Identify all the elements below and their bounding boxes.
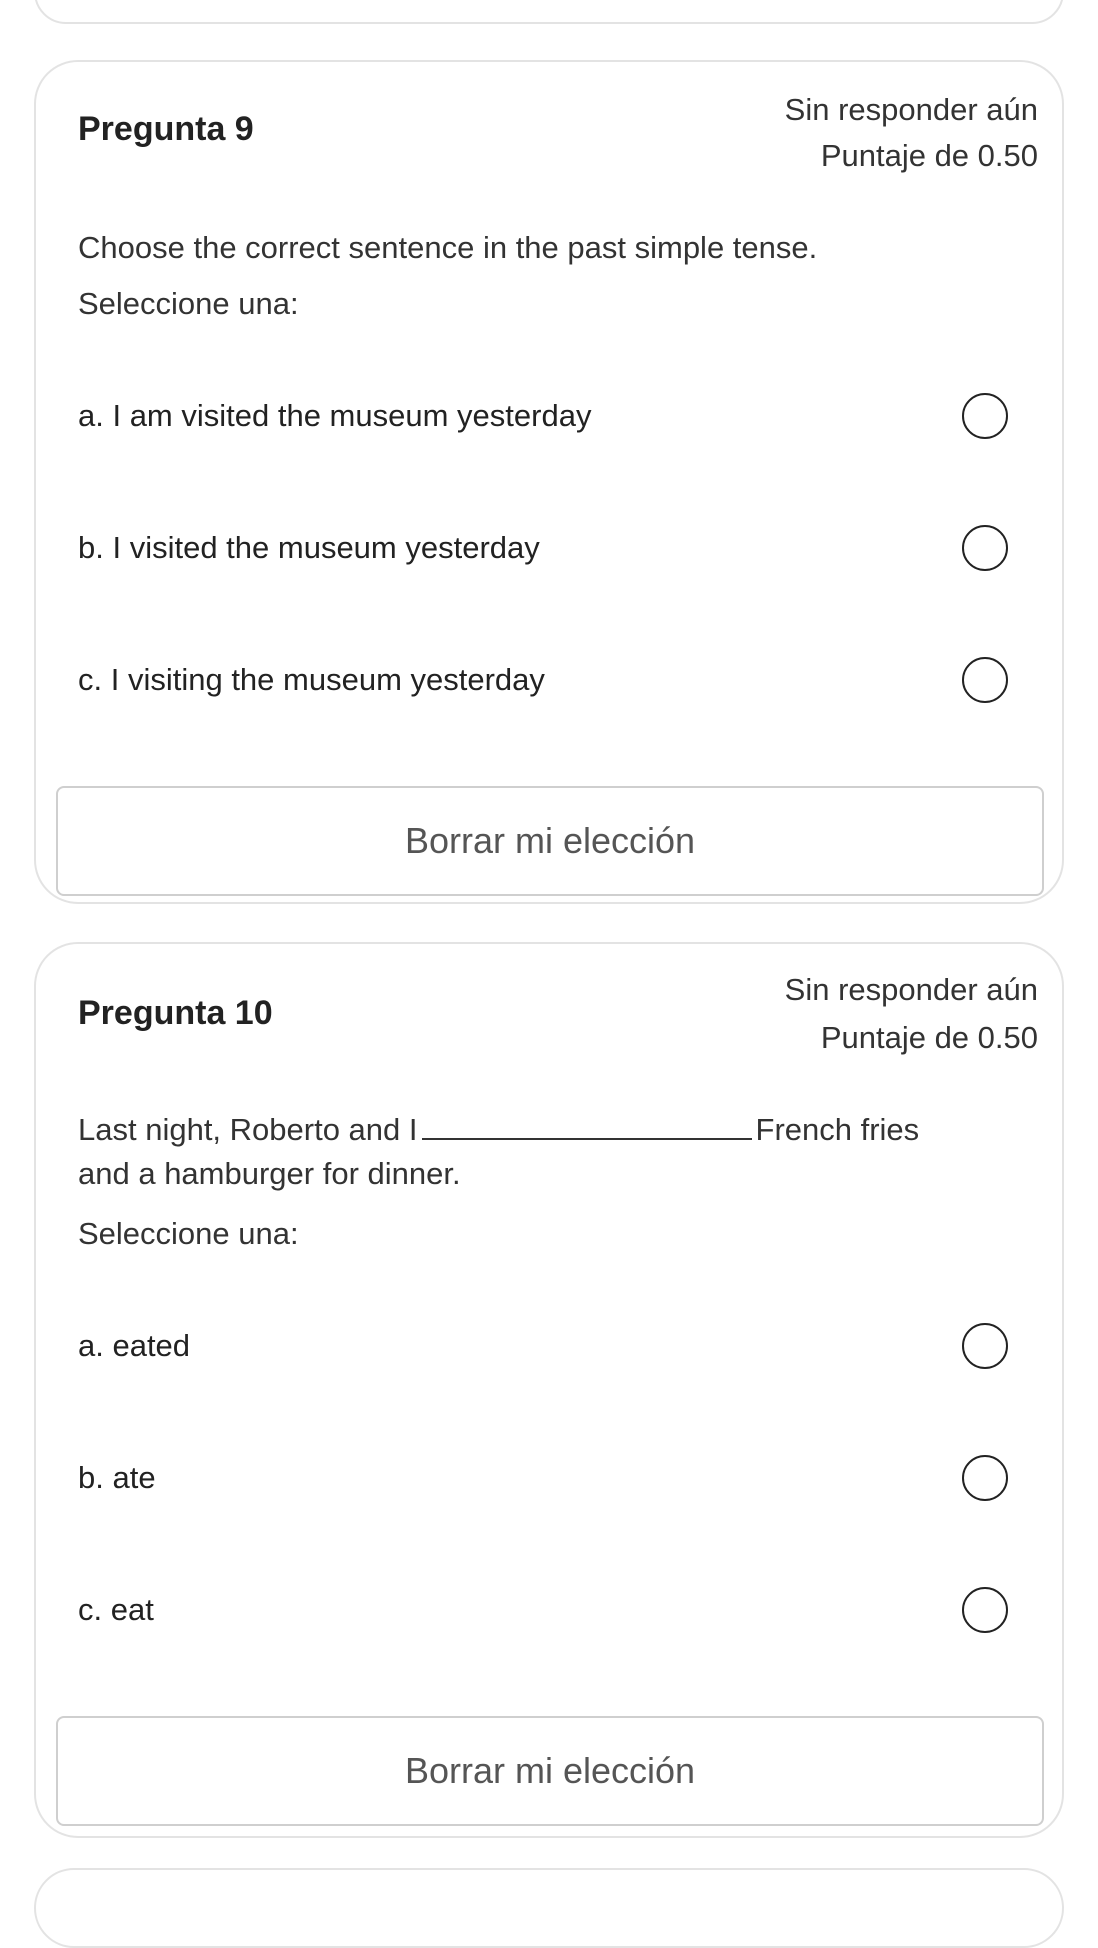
answer-option-c[interactable] xyxy=(78,650,1008,710)
question-title: Pregunta 10 xyxy=(78,994,273,1032)
question-card-10 xyxy=(34,942,1064,1838)
question-text-before: Last night, Roberto and I xyxy=(78,1112,418,1147)
answer-option-a[interactable] xyxy=(78,1316,1008,1376)
option-label: b. ate xyxy=(78,1460,156,1495)
question-status: Sin responder aún xyxy=(784,92,1038,127)
select-one-prompt: Seleccione una: xyxy=(78,1216,299,1251)
question-score: Puntaje de 0.50 xyxy=(820,1020,1038,1055)
question-text-after: French fries and a hamburger for dinner. xyxy=(78,1112,920,1191)
clear-choice-button[interactable]: Borrar mi elección xyxy=(56,786,1044,896)
radio-button[interactable] xyxy=(962,525,1008,571)
option-label: a. I am visited the museum yesterday xyxy=(78,398,592,433)
select-one-prompt: Seleccione una: xyxy=(78,286,299,321)
question-card-9 xyxy=(34,60,1064,904)
answer-option-c[interactable] xyxy=(78,1580,1008,1640)
question-score: Puntaje de 0.50 xyxy=(820,138,1038,173)
radio-button[interactable] xyxy=(962,1455,1008,1501)
question-text xyxy=(78,1108,958,1196)
fill-in-blank xyxy=(422,1108,752,1140)
question-status: Sin responder aún xyxy=(784,972,1038,1007)
option-label: c. eat xyxy=(78,1592,154,1627)
option-label: c. I visiting the museum yesterday xyxy=(78,662,545,697)
question-title: Pregunta 9 xyxy=(78,110,254,148)
option-label: b. I visited the museum yesterday xyxy=(78,530,540,565)
radio-button[interactable] xyxy=(962,1323,1008,1369)
radio-button[interactable] xyxy=(962,657,1008,703)
radio-button[interactable] xyxy=(962,393,1008,439)
previous-question-card-edge xyxy=(34,0,1064,24)
question-text: Choose the correct sentence in the past simple tense. xyxy=(78,230,818,265)
answer-option-b[interactable] xyxy=(78,1448,1008,1508)
answer-option-b[interactable] xyxy=(78,518,1008,578)
next-question-card-edge xyxy=(34,1868,1064,1948)
clear-choice-button[interactable]: Borrar mi elección xyxy=(56,1716,1044,1826)
radio-button[interactable] xyxy=(962,1587,1008,1633)
option-label: a. eated xyxy=(78,1328,191,1363)
answer-option-a[interactable] xyxy=(78,386,1008,446)
